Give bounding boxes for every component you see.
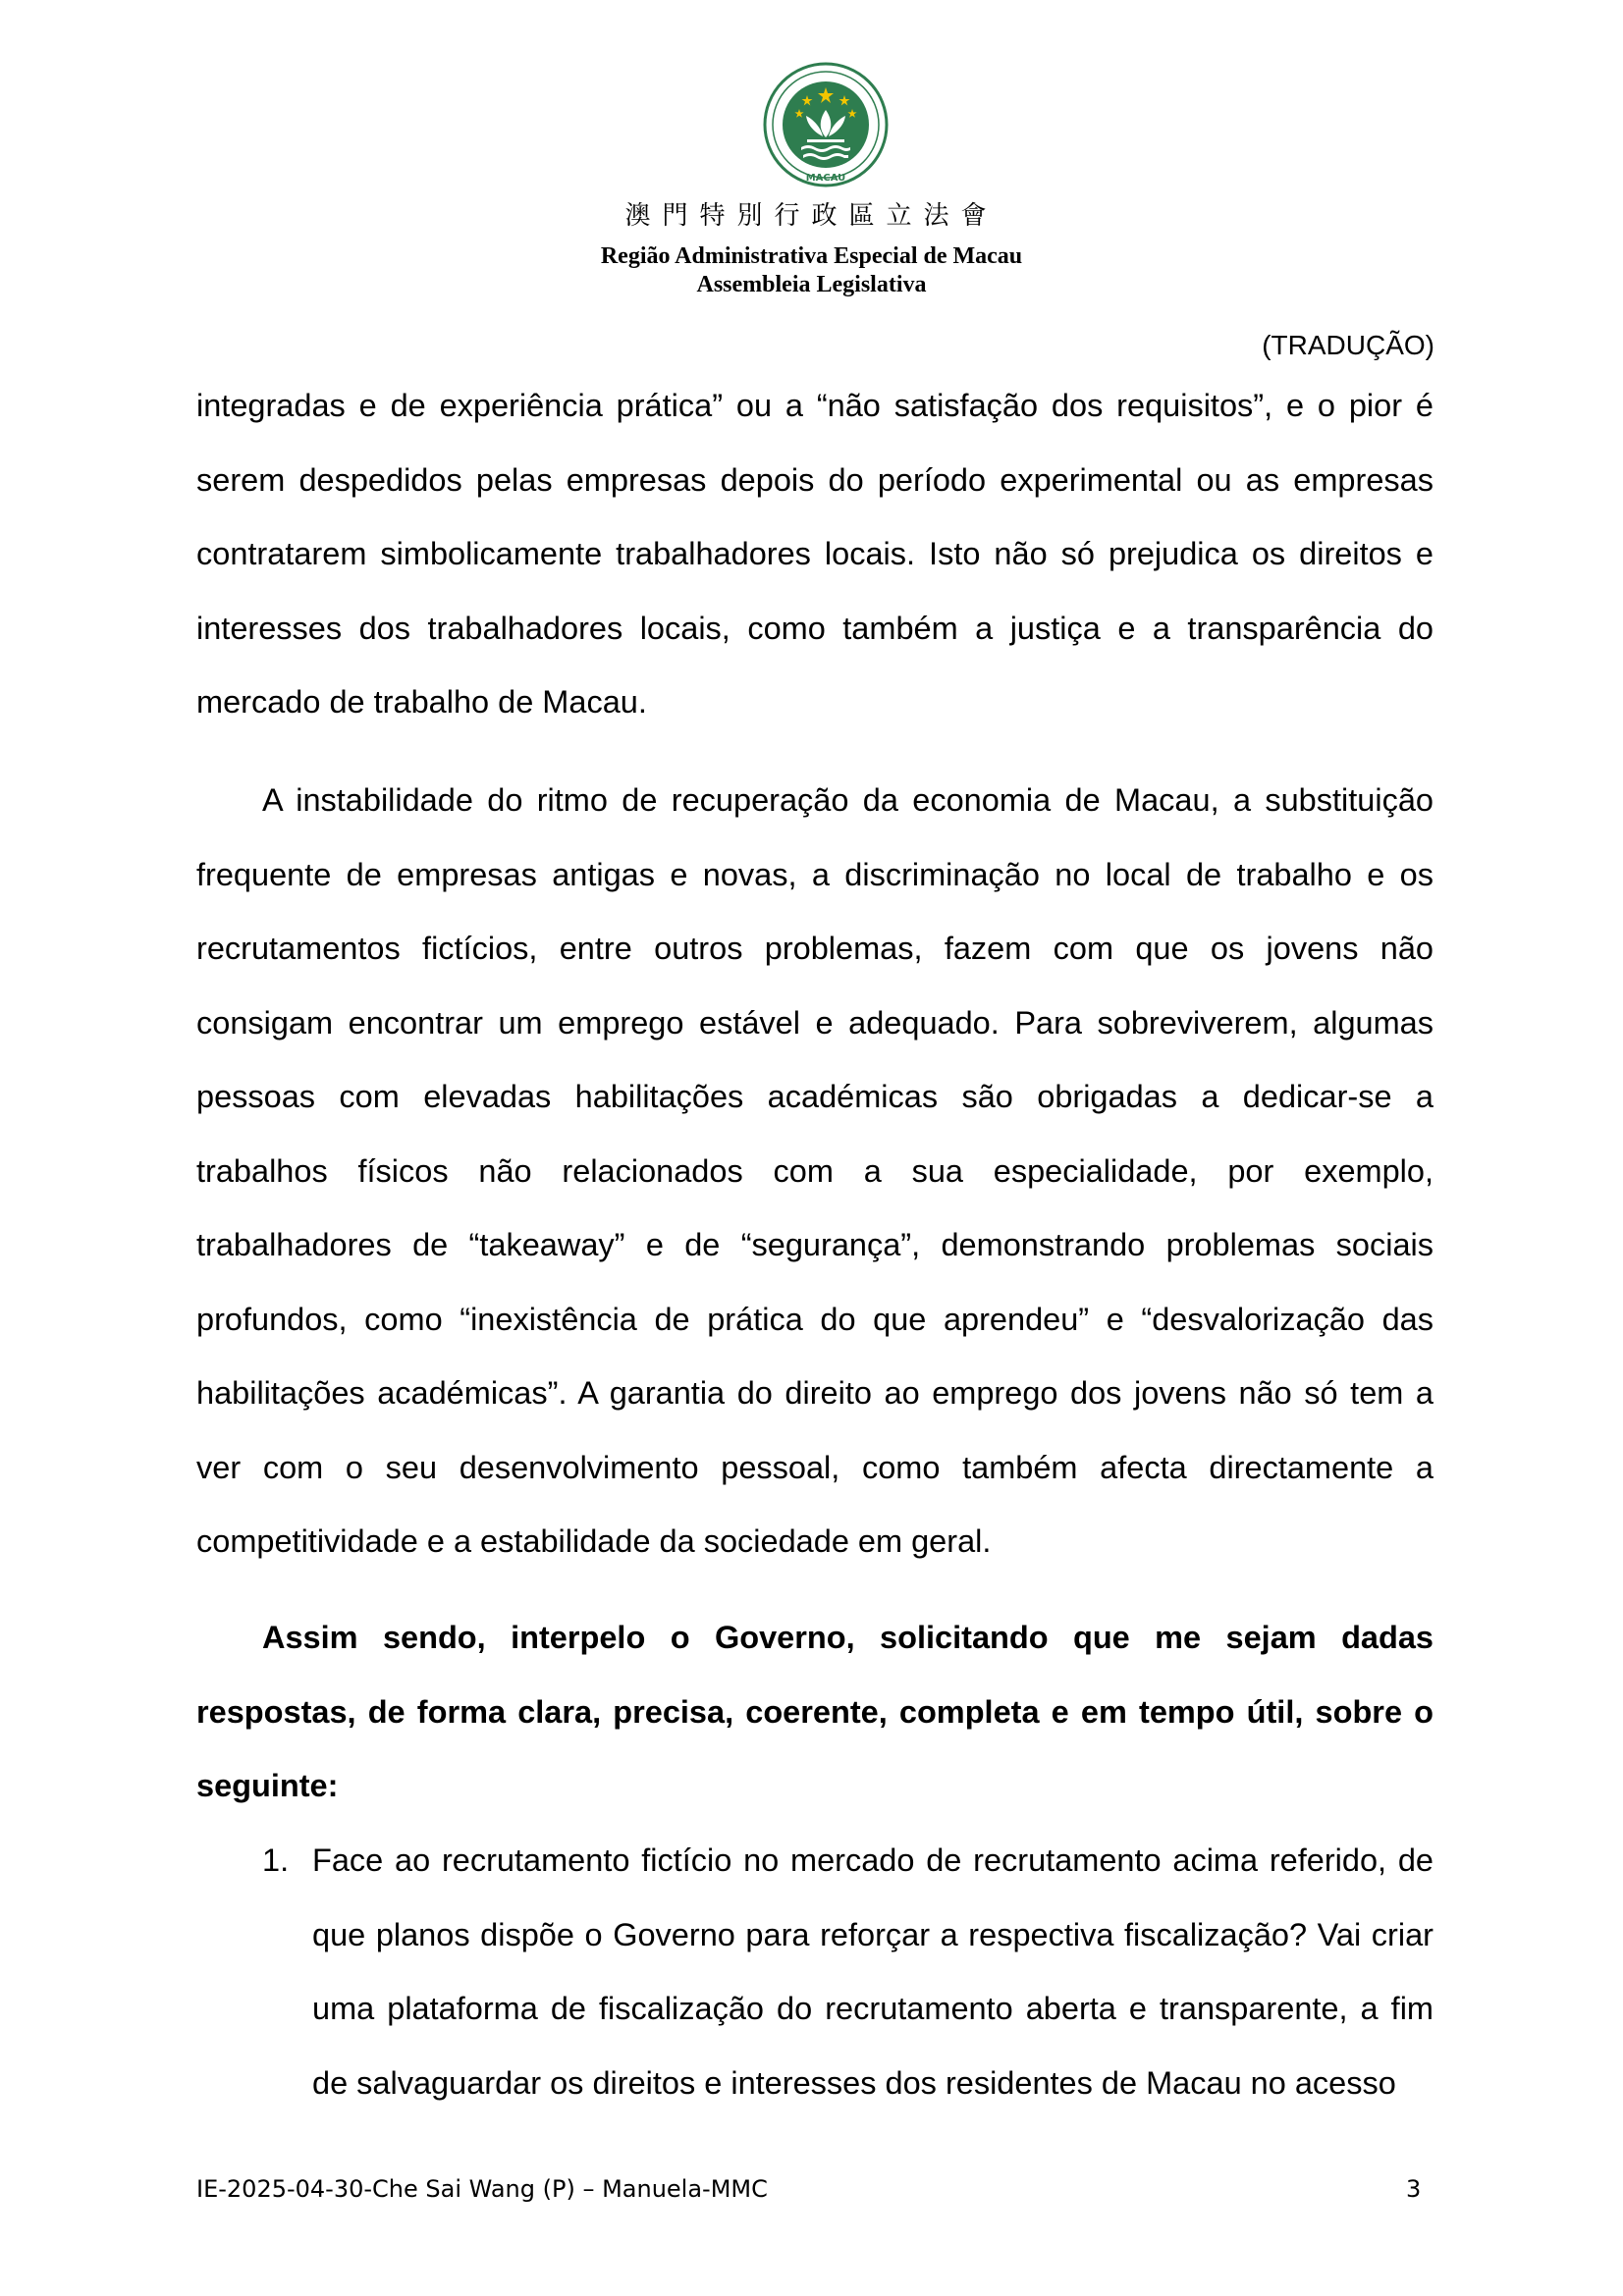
region-title: Região Administrativa Especial de Macau (600, 243, 1023, 269)
chinese-title: 澳門特別行政區立法會 (624, 201, 999, 231)
paragraph-1: integradas e de experiência prática” ou a “não satisfação dos requisitos”, e o pior é serem despedidos pelas empresas depois do período experimental ou as empresas contratarem simbolicamente trabalhadores locais. Isto não só prejudica os direitos e interesses dos trabalhadores locais, como também a justiça e a transparência do mercado de trabalho de Macau. (196, 388, 1434, 720)
emblem-label: MACAU (805, 173, 846, 184)
question-item (196, 1824, 1434, 2120)
question-text: Face ao recrutamento fictício no mercado de recrutamento acima referido, de que planos dispõe o Governo para reforçar a respectiva fiscalização? Vai criar uma plataforma de fiscalização do recrutamento aberta e transparente, a fim de salvaguardar os direitos e interesses dos residentes de Macau no acesso (312, 1842, 1434, 2101)
page-number: 3 (1406, 2175, 1422, 2203)
paragraph-3-request: Assim sendo, interpelo o Governo, solicitando que me sejam dadas respostas, de forma clara, precisa, coerente, completa e em tempo útil, sobre o seguinte: (196, 1620, 1434, 1803)
paragraph-2: A instabilidade do ritmo de recuperação da economia de Macau, a substituição frequente de empresas antigas e novas, a discriminação no local de trabalho e os recrutamentos fictícios, entre outros problemas, fazem com que os jovens não consigam encontrar um emprego estável e adequado. Para sobreviverem, algumas pessoas com elevadas habilitações académicas são obrigadas a dedicar-se a trabalhos físicos não relacionados com a sua especialidade, por exemplo, trabalhadores de “takeaway” e de “segurança”, demonstrando problemas sociais profundos, como “inexistência de prática do que aprendeu” e “desvalorização das habilitações académicas”. A garantia do direito ao emprego dos jovens não só tem a ver com o seu desenvolvimento pessoal, como também afecta directamente a competitividade e a estabilidade da sociedade em geral. (196, 782, 1434, 1559)
question-list (196, 1824, 1434, 2120)
footer-reference: IE-2025-04-30-Che Sai Wang (P) – Manuela-MMC (196, 2175, 768, 2203)
translation-mark: (TRADUÇÃO) (1262, 330, 1434, 360)
macau-emblem-icon (762, 61, 890, 188)
assembly-title: Assembleia Legislativa (696, 272, 927, 297)
question-number: 1. (262, 1842, 290, 1878)
